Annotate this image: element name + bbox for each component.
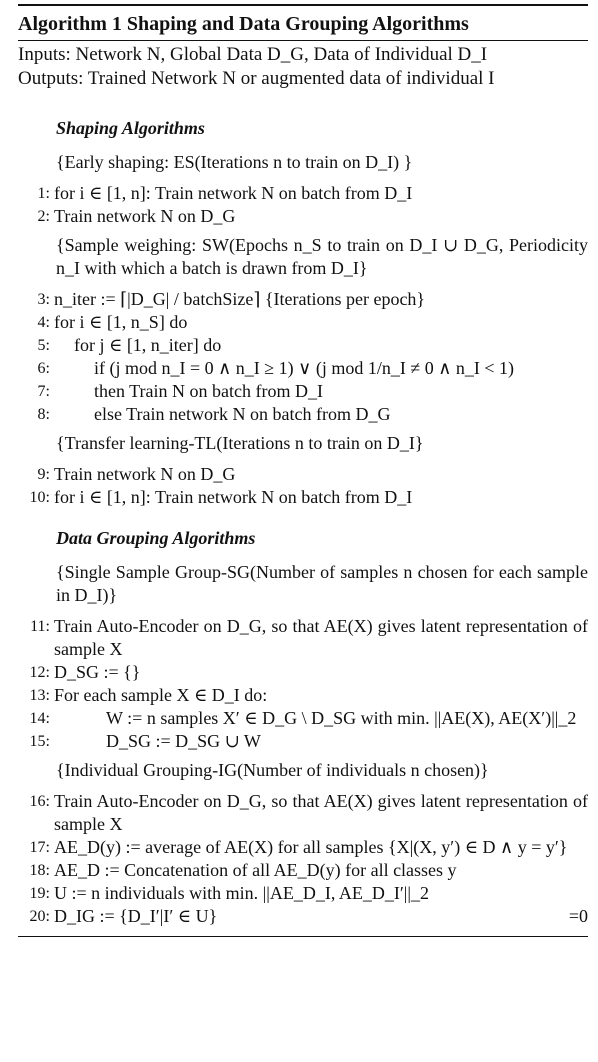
block-header-early-shaping: {Early shaping: ES(Iterations n to train on D_I) } <box>56 152 413 172</box>
line-number: 14: <box>29 710 50 727</box>
line-number: 8: <box>37 406 50 423</box>
algorithm-line <box>18 707 588 730</box>
algorithm-line <box>18 859 588 882</box>
line-text: Train network N on D_G <box>54 464 236 484</box>
algorithm-line <box>18 836 588 859</box>
line-text: for i ∈ [1, n_S] do <box>54 312 188 332</box>
block-header-transfer-learning: {Transfer learning-TL(Iterations n to train on D_I} <box>56 433 424 453</box>
trailing-equation-tag: =0 <box>568 906 588 926</box>
line-text: D_SG := D_SG ∪ W <box>106 731 261 751</box>
algorithm-line <box>18 905 588 928</box>
line-number: 3: <box>37 291 50 308</box>
line-text: AE_D(y) := average of AE(X) for all samples {X|(X, y′) ∈ D ∧ y = y′} <box>54 837 568 857</box>
line-text: AE_D := Concatenation of all AE_D(y) for all classes y <box>54 860 457 880</box>
algorithm-line <box>18 311 588 334</box>
line-number: 11: <box>30 618 50 635</box>
line-text: D_IG := {D_I′|I′ ∈ U} <box>54 906 218 926</box>
line-number: 12: <box>29 664 50 681</box>
algorithm-line <box>18 684 588 707</box>
bottom-rule <box>18 936 588 937</box>
algorithm-line <box>18 205 588 228</box>
inputs-line: Inputs: Network N, Global Data D_G, Data of Individual D_I <box>18 44 488 65</box>
algorithm-line <box>18 182 588 205</box>
algorithm-line <box>18 463 588 486</box>
section-heading-shaping: Shaping Algorithms <box>56 118 205 138</box>
line-number: 18: <box>29 862 50 879</box>
line-number: 2: <box>37 208 50 225</box>
algorithm-line <box>18 730 588 753</box>
algorithm-line <box>18 288 588 311</box>
line-text: for i ∈ [1, n]: Train network N on batch from D_I <box>54 487 413 507</box>
outputs-line: Outputs: Trained Network N or augmented data of individual I <box>18 68 495 89</box>
block-header-individual-grouping: {Individual Grouping-IG(Number of individuals n chosen)} <box>56 760 489 780</box>
line-text: for j ∈ [1, n_iter] do <box>74 335 222 355</box>
line-text: else Train network N on batch from D_G <box>94 404 391 424</box>
algorithm-line <box>18 615 588 661</box>
line-text: U := n individuals with min. ||AE_D_I, AE_D_I′||_2 <box>54 883 429 903</box>
line-text: if (j mod n_I = 0 ∧ n_I ≥ 1) ∨ (j mod 1/n_I ≠ 0 ∧ n_I < 1) <box>94 358 515 378</box>
line-text: W := n samples X′ ∈ D_G \ D_SG with min. ||AE(X), AE(X′)||_2 <box>106 708 577 728</box>
block-header-sample-weighing: {Sample weighing: SW(Epochs n_S to train on D_I ∪ D_G, Periodicity n_I with which a batch is drawn from D_I} <box>56 235 588 278</box>
section-heading-data-grouping: Data Grouping Algorithms <box>56 528 256 548</box>
line-number: 16: <box>29 793 50 810</box>
algorithm-line <box>18 661 588 684</box>
line-text: For each sample X ∈ D_I do: <box>54 685 268 705</box>
line-text: n_iter := ⌈|D_G| / batchSize⌉ {Iterations per epoch} <box>54 289 426 309</box>
line-number: 7: <box>37 383 50 400</box>
line-text: Train Auto-Encoder on D_G, so that AE(X) gives latent representation of sample X <box>54 616 588 659</box>
algorithm-line <box>18 486 588 509</box>
algorithm-line <box>18 403 588 426</box>
algorithm-line <box>18 882 588 905</box>
algorithm-title: Algorithm 1 Shaping and Data Grouping Algorithms <box>18 13 469 35</box>
algorithm-line <box>18 357 588 380</box>
line-text: for i ∈ [1, n]: Train network N on batch from D_I <box>54 183 413 203</box>
algorithm-line <box>18 790 588 836</box>
algorithm-line <box>18 334 588 357</box>
line-number: 19: <box>29 885 50 902</box>
line-text: Train Auto-Encoder on D_G, so that AE(X) gives latent representation of sample X <box>54 791 588 834</box>
line-number: 1: <box>37 185 50 202</box>
block-header-single-sample-group: {Single Sample Group-SG(Number of samples n chosen for each sample in D_I)} <box>56 562 588 605</box>
line-number: 10: <box>29 489 50 506</box>
line-number: 20: <box>29 908 50 925</box>
algorithm-box <box>18 4 588 937</box>
line-number: 9: <box>37 466 50 483</box>
line-text: then Train N on batch from D_I <box>94 381 323 401</box>
line-number: 4: <box>37 314 50 331</box>
line-number: 5: <box>37 337 50 354</box>
algorithm-line <box>18 380 588 403</box>
line-number: 13: <box>29 687 50 704</box>
line-text: D_SG := {} <box>54 662 141 682</box>
line-number: 15: <box>29 733 50 750</box>
line-text: Train network N on D_G <box>54 206 236 226</box>
line-number: 6: <box>37 360 50 377</box>
line-number: 17: <box>29 839 50 856</box>
